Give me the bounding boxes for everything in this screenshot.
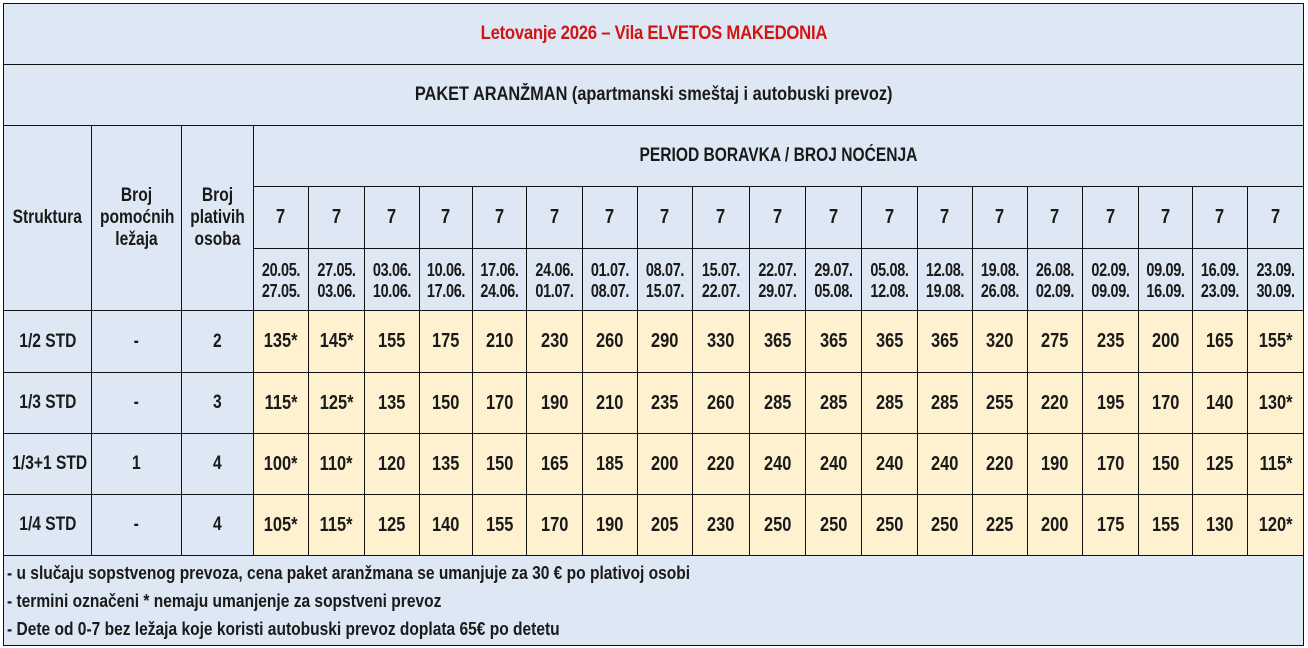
header-extra-beds: Broj pomoćnih ležaja (92, 126, 182, 311)
date-to: 08.07. (590, 279, 630, 301)
period-date-cell (1248, 249, 1304, 311)
price-cell: 120 (365, 434, 420, 495)
period-date-cell (254, 249, 309, 311)
date-to: 29.07. (758, 279, 797, 301)
price-cell: 110* (309, 434, 365, 495)
date-from: 19.08. (980, 258, 1020, 280)
price-cell: 165 (1193, 311, 1248, 373)
price-cell: 115* (309, 495, 365, 556)
price-cell: 240 (806, 434, 862, 495)
price-cell: 285 (918, 373, 973, 434)
extra-beds-cell: - (92, 373, 182, 434)
price-cell: 250 (918, 495, 973, 556)
price-cell: 140 (420, 495, 473, 556)
period-date-cell (693, 249, 750, 311)
period-date-cell (1139, 249, 1193, 311)
price-cell: 195 (1083, 373, 1139, 434)
price-cell: 135* (254, 311, 309, 373)
date-from: 05.08. (870, 258, 909, 280)
period-date-cell (365, 249, 420, 311)
price-cell: 135 (365, 373, 420, 434)
price-cell: 155 (473, 495, 527, 556)
period-date-cell (638, 249, 693, 311)
nights-cell: 7 (527, 187, 583, 249)
price-cell: 150 (420, 373, 473, 434)
date-from: 27.05. (317, 258, 356, 280)
price-cell: 185 (583, 434, 638, 495)
nights-cell: 7 (1028, 187, 1083, 249)
price-cell: 260 (583, 311, 638, 373)
extra-beds-cell: 1 (92, 434, 182, 495)
price-cell: 210 (583, 373, 638, 434)
price-cell: 170 (527, 495, 583, 556)
date-to: 02.09. (1035, 279, 1075, 301)
date-from: 17.06. (480, 258, 519, 280)
nights-cell: 7 (693, 187, 750, 249)
extra-beds-cell: - (92, 495, 182, 556)
price-cell: 155 (365, 311, 420, 373)
price-row (4, 311, 1304, 373)
nights-cell: 7 (365, 187, 420, 249)
period-date-cell (862, 249, 918, 311)
price-cell: 230 (693, 495, 750, 556)
period-date-cell (1193, 249, 1248, 311)
price-cell: 250 (806, 495, 862, 556)
nights-cell: 7 (473, 187, 527, 249)
price-cell: 275 (1028, 311, 1083, 373)
date-to: 30.09. (1256, 279, 1295, 301)
paying-persons-cell: 4 (182, 434, 254, 495)
date-to: 01.07. (535, 279, 574, 301)
nights-cell: 7 (1139, 187, 1193, 249)
date-from: 24.06. (535, 258, 574, 280)
structure-cell: 1/2 STD (4, 311, 92, 373)
date-to: 05.08. (814, 279, 853, 301)
price-cell: 230 (527, 311, 583, 373)
price-cell: 175 (420, 311, 473, 373)
price-cell: 200 (1028, 495, 1083, 556)
price-cell: 145* (309, 311, 365, 373)
date-from: 12.08. (925, 258, 965, 280)
price-cell: 225 (973, 495, 1028, 556)
price-cell: 125* (309, 373, 365, 434)
nights-cell: 7 (918, 187, 973, 249)
date-to: 22.07. (701, 279, 741, 301)
date-to: 27.05. (261, 279, 301, 301)
date-to: 23.09. (1200, 279, 1240, 301)
structure-cell: 1/4 STD (4, 495, 92, 556)
date-to: 09.09. (1091, 279, 1130, 301)
price-cell: 365 (862, 311, 918, 373)
price-row (4, 495, 1304, 556)
nights-cell: 7 (862, 187, 918, 249)
price-cell: 210 (473, 311, 527, 373)
date-from: 29.07. (814, 258, 853, 280)
price-cell: 175 (1083, 495, 1139, 556)
period-date-cell (420, 249, 473, 311)
price-cell: 135 (420, 434, 473, 495)
note-own-transport: - u slučaju sopstvenog prevoza, cena paket aranžmana se umanjuje za 30 € po plativoj osobi (7, 561, 691, 583)
price-cell: 130 (1193, 495, 1248, 556)
price-cell: 115* (1248, 434, 1304, 495)
date-to: 10.06. (372, 279, 412, 301)
price-cell: 365 (806, 311, 862, 373)
date-to: 26.08. (980, 279, 1020, 301)
price-cell: 285 (862, 373, 918, 434)
price-cell: 170 (1139, 373, 1193, 434)
header-paying-persons: Broj plativih osoba (182, 126, 254, 311)
subtitle-cell (4, 65, 1304, 126)
header-structure: Struktura (4, 126, 92, 311)
period-date-cell (309, 249, 365, 311)
price-cell: 290 (638, 311, 693, 373)
price-cell: 200 (1139, 311, 1193, 373)
date-to: 16.09. (1146, 279, 1185, 301)
structure-cell: 1/3 STD (4, 373, 92, 434)
date-from: 23.09. (1256, 258, 1295, 280)
price-cell: 235 (1083, 311, 1139, 373)
date-from: 16.09. (1200, 258, 1240, 280)
date-from: 15.07. (701, 258, 741, 280)
price-cell: 130* (1248, 373, 1304, 434)
extra-beds-cell: - (92, 311, 182, 373)
price-cell: 240 (750, 434, 806, 495)
price-cell: 155 (1139, 495, 1193, 556)
price-cell: 365 (918, 311, 973, 373)
price-cell: 120* (1248, 495, 1304, 556)
price-cell: 125 (365, 495, 420, 556)
nights-cell: 7 (973, 187, 1028, 249)
note-child: - Dete od 0-7 bez ležaja koje koristi autobuski prevoz doplata 65€ po detetu (7, 617, 560, 639)
price-cell: 250 (750, 495, 806, 556)
price-cell: 220 (693, 434, 750, 495)
price-cell: 125 (1193, 434, 1248, 495)
price-cell: 105* (254, 495, 309, 556)
nights-cell: 7 (638, 187, 693, 249)
price-row (4, 373, 1304, 434)
price-cell: 220 (1028, 373, 1083, 434)
date-from: 22.07. (758, 258, 797, 280)
nights-cell: 7 (309, 187, 365, 249)
paying-persons-cell: 3 (182, 373, 254, 434)
price-cell: 115* (254, 373, 309, 434)
price-cell: 200 (638, 434, 693, 495)
date-to: 12.08. (870, 279, 909, 301)
price-cell: 250 (862, 495, 918, 556)
period-date-cell (750, 249, 806, 311)
package-subtitle: PAKET ARANŽMAN (apartmanski smeštaj i autobuski prevoz) (414, 84, 893, 105)
nights-cell: 7 (254, 187, 309, 249)
price-cell: 205 (638, 495, 693, 556)
date-from: 10.06. (426, 258, 466, 280)
price-cell: 170 (473, 373, 527, 434)
paying-persons-cell: 4 (182, 495, 254, 556)
price-cell: 255 (973, 373, 1028, 434)
period-date-cell (1083, 249, 1139, 311)
date-to: 03.06. (317, 279, 356, 301)
price-cell: 150 (1139, 434, 1193, 495)
period-date-cell (806, 249, 862, 311)
price-row (4, 434, 1304, 495)
price-cell: 190 (583, 495, 638, 556)
period-date-cell (1028, 249, 1083, 311)
nights-cell: 7 (1083, 187, 1139, 249)
page-title: Letovanje 2026 – Vila ELVETOS MAKEDONIA (480, 23, 827, 44)
price-cell: 190 (1028, 434, 1083, 495)
date-from: 09.09. (1146, 258, 1185, 280)
price-cell: 150 (473, 434, 527, 495)
price-cell: 155* (1248, 311, 1304, 373)
nights-cell: 7 (806, 187, 862, 249)
price-cell: 190 (527, 373, 583, 434)
nights-cell: 7 (420, 187, 473, 249)
structure-cell: 1/3+1 STD (4, 434, 92, 495)
title-cell (4, 4, 1304, 65)
nights-cell: 7 (1193, 187, 1248, 249)
period-date-cell (583, 249, 638, 311)
price-cell: 260 (693, 373, 750, 434)
price-table (3, 3, 1304, 646)
price-cell: 140 (1193, 373, 1248, 434)
note-asterisk: - termini označeni * nemaju umanjenje za sopstveni prevoz (7, 589, 442, 611)
date-from: 26.08. (1035, 258, 1075, 280)
notes-cell (4, 556, 1304, 646)
header-period: PERIOD BORAVKA / BROJ NOĆENJA (254, 126, 1304, 187)
nights-cell: 7 (750, 187, 806, 249)
price-cell: 330 (693, 311, 750, 373)
date-from: 08.07. (645, 258, 685, 280)
date-to: 17.06. (426, 279, 466, 301)
period-date-cell (918, 249, 973, 311)
date-to: 15.07. (645, 279, 685, 301)
date-from: 20.05. (261, 258, 301, 280)
period-date-cell (527, 249, 583, 311)
date-to: 19.08. (925, 279, 965, 301)
price-cell: 100* (254, 434, 309, 495)
price-cell: 240 (862, 434, 918, 495)
price-cell: 165 (527, 434, 583, 495)
nights-cell: 7 (1248, 187, 1304, 249)
date-to: 24.06. (480, 279, 519, 301)
date-from: 03.06. (372, 258, 412, 280)
nights-cell: 7 (583, 187, 638, 249)
price-cell: 240 (918, 434, 973, 495)
date-from: 02.09. (1091, 258, 1130, 280)
price-cell: 320 (973, 311, 1028, 373)
price-cell: 170 (1083, 434, 1139, 495)
price-cell: 220 (973, 434, 1028, 495)
period-date-cell (473, 249, 527, 311)
price-cell: 285 (750, 373, 806, 434)
price-cell: 235 (638, 373, 693, 434)
price-cell: 285 (806, 373, 862, 434)
price-cell: 365 (750, 311, 806, 373)
period-date-cell (973, 249, 1028, 311)
paying-persons-cell: 2 (182, 311, 254, 373)
date-from: 01.07. (590, 258, 630, 280)
